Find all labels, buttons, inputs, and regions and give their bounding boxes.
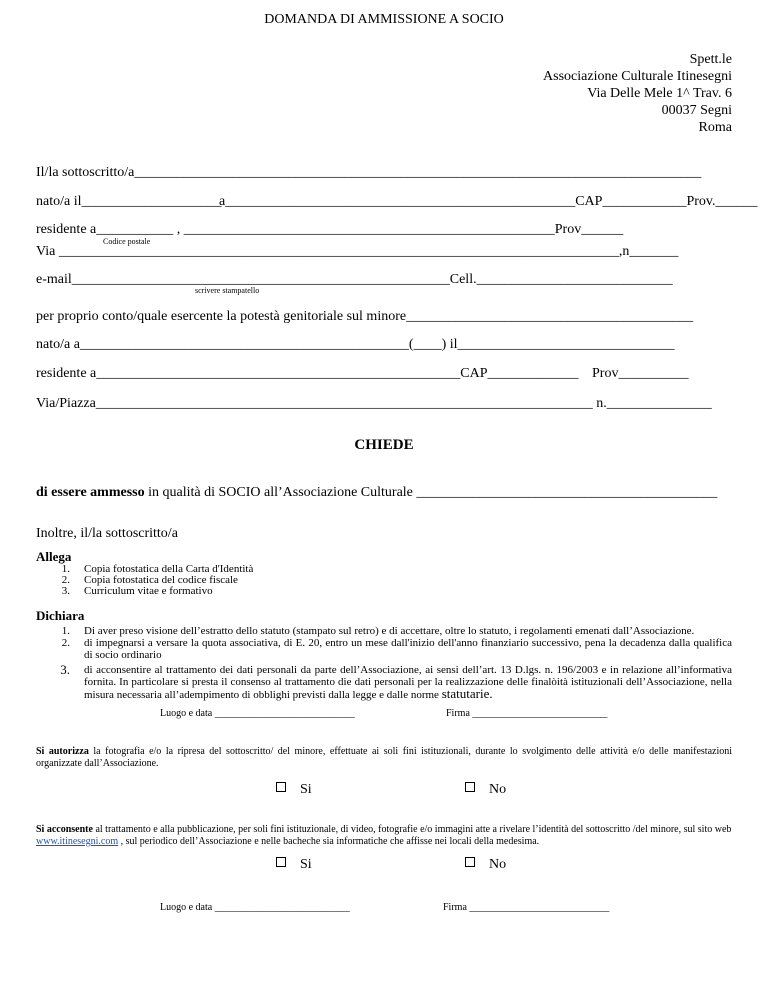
autorizza-no-option[interactable]: No bbox=[465, 782, 506, 798]
field-nato-a[interactable]: a__________________________________________________CAP____________Prov.______ bbox=[219, 194, 758, 209]
recipient-line: 00037 Segni bbox=[661, 103, 732, 118]
field-email-cell[interactable]: e-mail______________________________________________________Cell.____________________________ bbox=[36, 272, 673, 287]
field-minore-nato[interactable]: nato/a a_______________________________________________(____) il_______________________________ bbox=[36, 337, 675, 352]
luogo-data-field[interactable]: Luogo e data ____________________________ bbox=[160, 708, 355, 719]
acconsente-si-option[interactable]: Si bbox=[276, 857, 312, 873]
dichiara-list bbox=[60, 625, 732, 701]
acconsente-bold: Si acconsente bbox=[36, 824, 93, 835]
acconsente-no-option[interactable]: No bbox=[465, 857, 506, 873]
field-minore-residente[interactable]: residente a____________________________________________________CAP_____________ bbox=[36, 366, 579, 381]
checkbox-acconsente-no[interactable] bbox=[465, 857, 475, 867]
checkbox-acconsente-si[interactable] bbox=[276, 857, 286, 867]
allega-heading: Allega bbox=[36, 549, 72, 564]
chiede-bold: di essere ammesso bbox=[36, 485, 145, 500]
field-minore-prov[interactable]: Prov__________ bbox=[592, 366, 689, 381]
field-via[interactable]: Via ________________________________________________________________________________,n_______ bbox=[36, 244, 679, 259]
recipient-line: Spett.le bbox=[689, 52, 732, 67]
recipient-address bbox=[543, 51, 732, 136]
field-nato-il[interactable]: nato/a il____________________ bbox=[36, 194, 222, 209]
dichiara-item: 1. Di aver preso visione dell’estratto dello statuto (stampato sul retro) e di accettare, oltre lo statuto, i regolamenti emenati dall’Associazione. bbox=[61, 625, 695, 637]
recipient-line: Associazione Culturale Itinesegni bbox=[543, 69, 732, 84]
dichiara-item: 3. di acconsentire al trattamento dei dati personali da parte dell’Associazione, ai sensi dell’art. 13 D.lgs. n. 196/2003 e in relazione all’informativa fornita. In particolare si presta il consenso al trattamento die dati personali per la realizzazione delle finalòità istituzionali dell’Associazione, nella misura necessaria all’adempimento di obblighi previsti dalla legge e dalle norme statutarie. bbox=[60, 662, 732, 701]
recipient-line: Roma bbox=[698, 120, 732, 135]
field-minore[interactable]: per proprio conto/quale esercente la potestà genitoriale sul minore_________________________________________ bbox=[36, 309, 694, 324]
allega-item: 3. Curriculum vitae e formativo bbox=[61, 585, 213, 597]
chiede-rest: in qualità di SOCIO all’Associazione Culturale ___________________________________________ bbox=[144, 485, 718, 500]
recipient-line: Via Delle Mele 1^ Trav. 6 bbox=[587, 86, 732, 101]
chiede-statement[interactable] bbox=[36, 485, 717, 501]
firma-field[interactable]: Firma ___________________________ bbox=[446, 708, 608, 719]
allega-item: 2. Copia fotostatica del codice fiscale bbox=[61, 574, 238, 586]
checkbox-autorizza-no[interactable] bbox=[465, 782, 475, 792]
hint-stampatello: scrivere stampatello bbox=[195, 286, 260, 295]
autorizza-text: Si autorizza la fotografia e/o la ripresa del sottoscritto/ del minore, effettuate ai soli fini istituzionali, durante lo svolgimento delle attività e/o delle manifestazioni organizzate dall’Associazione. bbox=[36, 746, 732, 769]
dichiara-item: 2. di impegnarsi a versare la quota associativa, di E. 20, entro un mese dall'inizio dell'anno finanziario successivo, pena la decadenza dalla qualifica di socio ordinario bbox=[61, 637, 732, 661]
field-sottoscritto[interactable]: Il/la sottoscritto/a_________________________________________________________________________________ bbox=[36, 165, 702, 180]
autorizza-bold: Si autorizza bbox=[36, 746, 89, 757]
firma-field-2[interactable]: Firma ____________________________ bbox=[443, 902, 610, 913]
allega-item: 1. Copia fotostatica della Carta d'Identità bbox=[61, 563, 254, 575]
field-via-piazza[interactable]: Via/Piazza_______________________________________________________________________ n._______________ bbox=[36, 396, 712, 411]
dichiara-heading: Dichiara bbox=[36, 608, 85, 623]
hint-codice-postale: Codice postale bbox=[103, 237, 151, 246]
website-link[interactable]: www.itinesegni.com bbox=[36, 836, 119, 847]
inoltre-text: Inoltre, il/la sottoscritto/a bbox=[36, 526, 178, 541]
checkbox-autorizza-si[interactable] bbox=[276, 782, 286, 792]
page-title: DOMANDA DI AMMISSIONE A SOCIO bbox=[264, 12, 504, 27]
chiede-heading: CHIEDE bbox=[354, 437, 414, 453]
luogo-data-field-2[interactable]: Luogo e data ___________________________ bbox=[160, 902, 350, 913]
acconsente-text: Si acconsente al trattamento e alla pubblicazione, per soli fini istituzionale, di video, fotografie e/o immagini atte a rivelare l’identità del sottoscritto /del minore, sul sito web www.itinesegni.com , sul periodico dell’Associazione e nelle bacheche sia informatiche che affisse nei locali della medesima. bbox=[36, 824, 732, 847]
field-residente[interactable]: residente a___________ , _____________________________________________________Prov______ bbox=[36, 222, 624, 237]
allega-list bbox=[60, 564, 253, 597]
autorizza-si-option[interactable]: Si bbox=[276, 782, 312, 798]
